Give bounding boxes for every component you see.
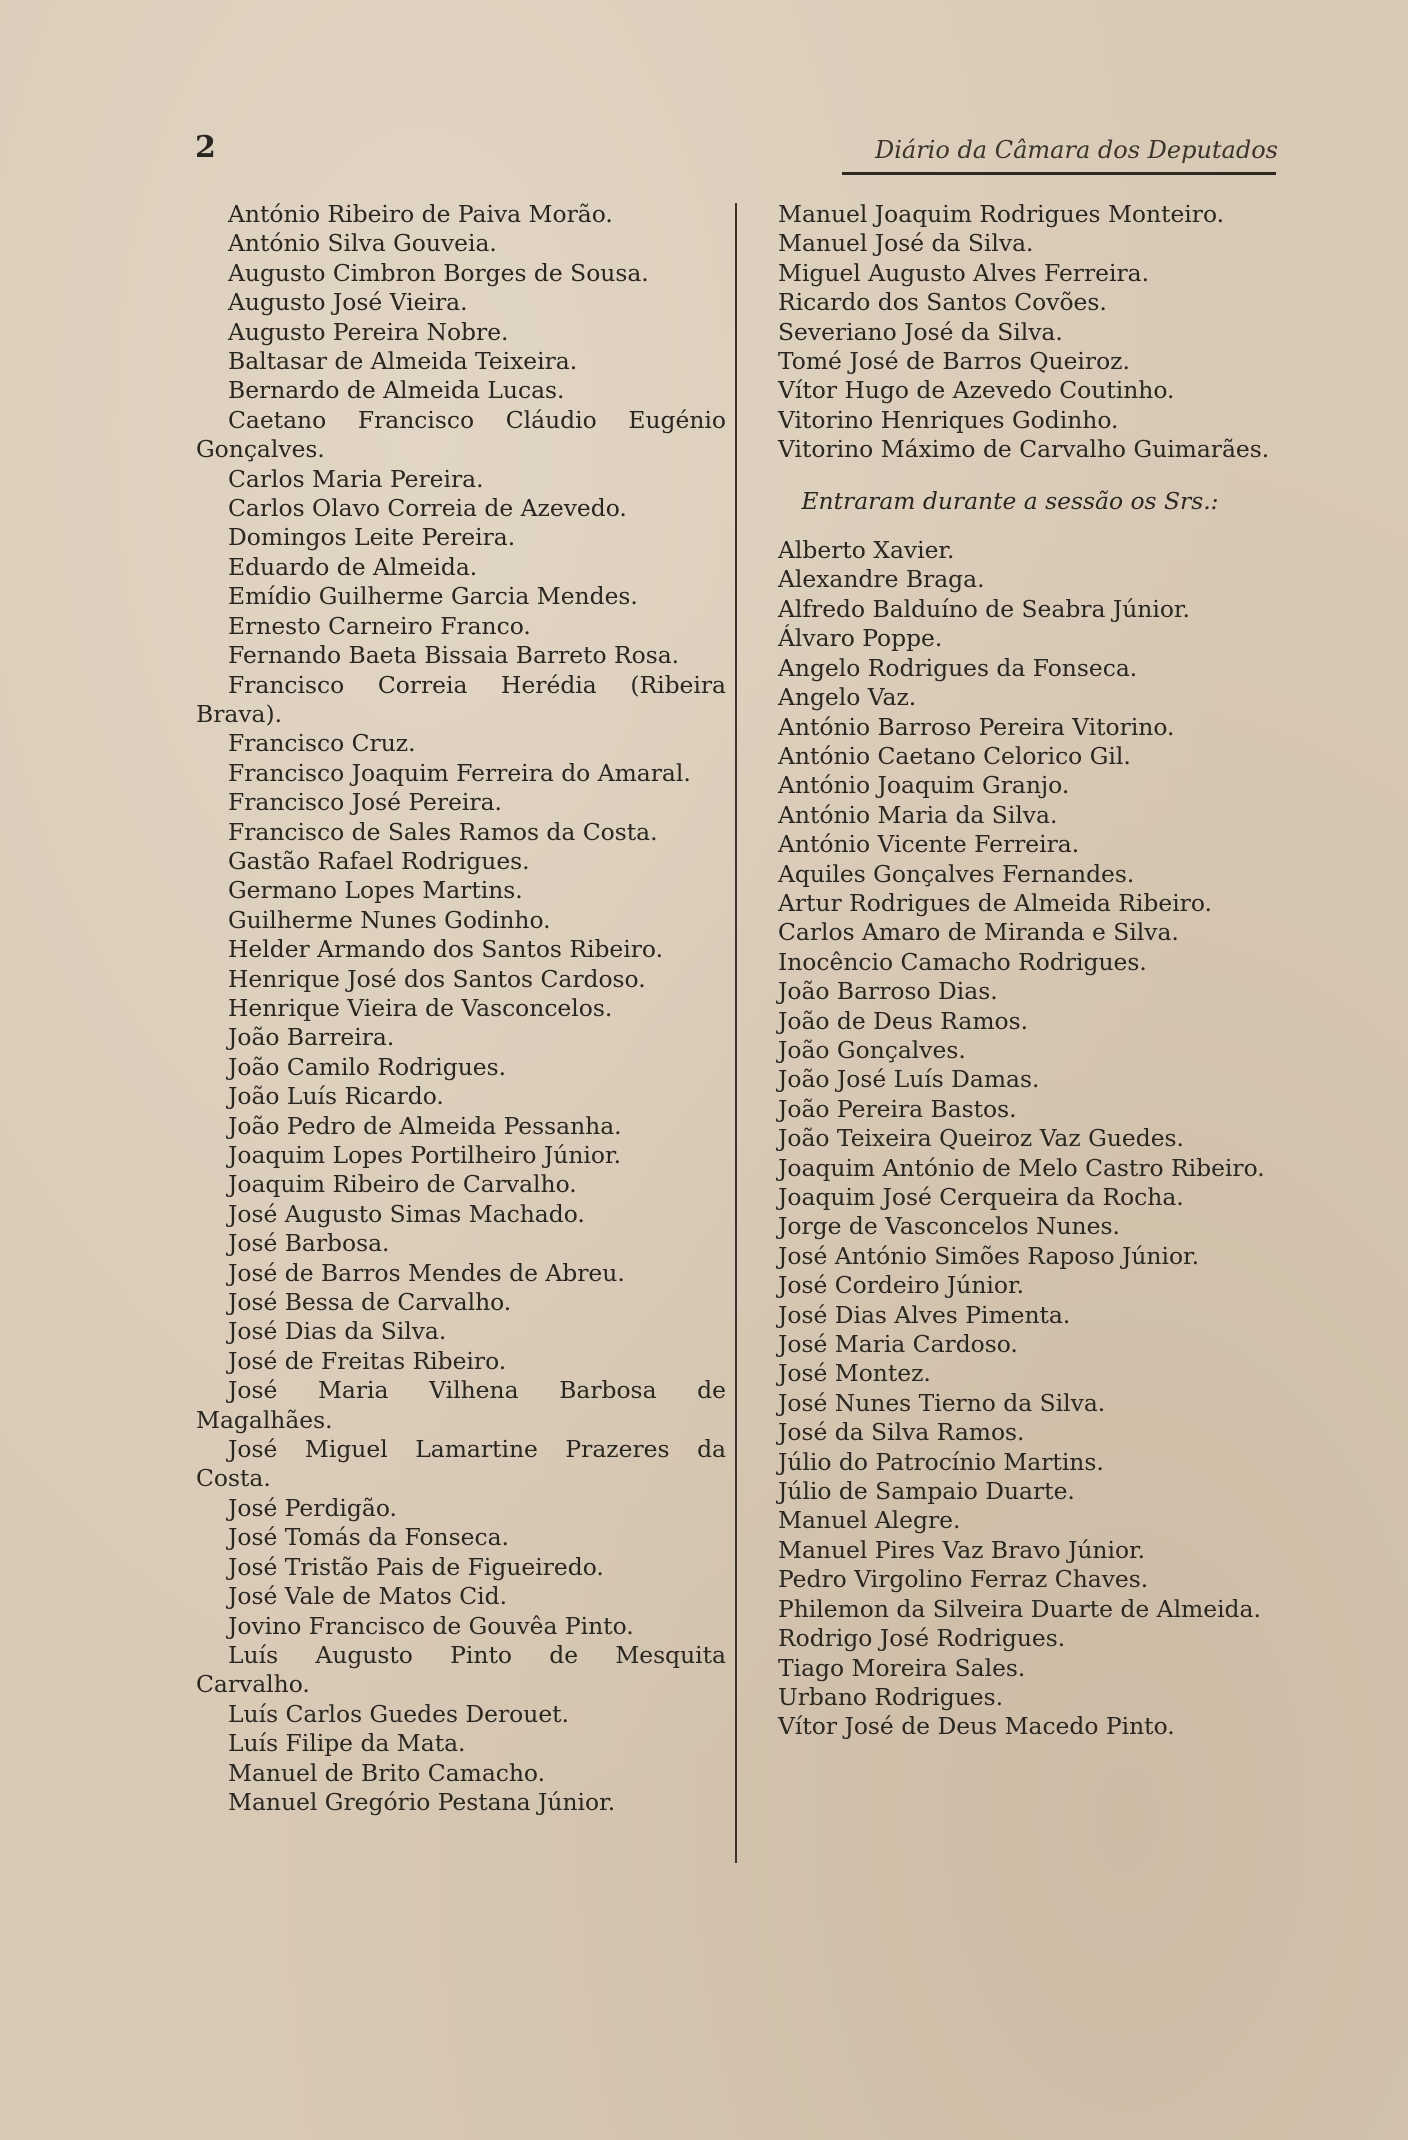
list-item: João José Luís Damas. — [778, 1065, 1040, 1094]
list-item: Ernesto Carneiro Franco. — [228, 611, 531, 640]
list-item: Francisco José Pereira. — [228, 788, 502, 817]
list-item: Júlio de Sampaio Duarte. — [778, 1477, 1075, 1506]
list-item: Rodrigo José Rodrigues. — [778, 1624, 1066, 1653]
list-item: Domingos Leite Pereira. — [228, 523, 516, 552]
list-item: Manuel José da Silva. — [778, 229, 1034, 258]
list-item: Francisco Cruz. — [228, 729, 416, 758]
list-item: José Dias da Silva. — [228, 1317, 447, 1346]
list-item: Francisco de Sales Ramos da Costa. — [228, 817, 658, 846]
list-item: Henrique Vieira de Vasconcelos. — [228, 993, 613, 1022]
list-item: Severiano José da Silva. — [778, 317, 1063, 346]
header-rule — [842, 172, 1276, 175]
running-header-title: Diário da Câmara dos Deputados — [874, 136, 1278, 164]
list-item: Vítor José de Deus Macedo Pinto. — [778, 1712, 1175, 1741]
list-item: Tiago Moreira Sales. — [778, 1653, 1026, 1682]
list-item: José António Simões Raposo Júnior. — [778, 1241, 1200, 1270]
list-item: Augusto Cimbron Borges de Sousa. — [228, 258, 649, 287]
list-item: José Perdigão. — [228, 1493, 397, 1522]
left-column — [196, 200, 726, 1817]
list-item: Miguel Augusto Alves Ferreira. — [778, 258, 1150, 287]
list-item: José Dias Alves Pimenta. — [778, 1300, 1071, 1329]
list-item: Alexandre Braga. — [778, 565, 985, 594]
right-column — [746, 200, 1274, 1742]
list-item: Luís Augusto Pinto de Mesquita Carvalho. — [196, 1640, 726, 1699]
list-item: Bernardo de Almeida Lucas. — [228, 376, 565, 405]
list-item: Júlio do Patrocínio Martins. — [778, 1447, 1104, 1476]
list-item: António Maria da Silva. — [778, 800, 1058, 829]
list-item: Angelo Rodrigues da Fonseca. — [778, 653, 1138, 682]
list-item: João Gonçalves. — [778, 1035, 966, 1064]
list-item: Augusto José Vieira. — [228, 288, 468, 317]
list-item: Luís Filipe da Mata. — [228, 1729, 466, 1758]
list-item: Augusto Pereira Nobre. — [228, 317, 509, 346]
list-item: Germano Lopes Martins. — [228, 876, 523, 905]
list-item: António Silva Gouveia. — [228, 229, 497, 258]
list-item: Manuel de Brito Camacho. — [228, 1758, 546, 1787]
list-item: José Maria Vilhena Barbosa de Magalhães. — [196, 1376, 726, 1434]
list-item: José Montez. — [778, 1359, 931, 1388]
list-item: Francisco Joaquim Ferreira do Amaral. — [228, 758, 691, 787]
list-item: Helder Armando dos Santos Ribeiro. — [228, 935, 664, 964]
list-item: José Maria Cardoso. — [778, 1330, 1018, 1359]
list-item: Eduardo de Almeida. — [228, 552, 478, 581]
list-item: Emídio Guilherme Garcia Mendes. — [228, 582, 638, 611]
list-item: Jovino Francisco de Gouvêa Pinto. — [228, 1611, 634, 1640]
list-item: Vítor Hugo de Azevedo Coutinho. — [778, 376, 1175, 405]
list-item: Jorge de Vasconcelos Nunes. — [778, 1212, 1120, 1241]
list-item: Philemon da Silveira Duarte de Almeida. — [778, 1594, 1261, 1623]
list-item: João Pedro de Almeida Pessanha. — [228, 1111, 622, 1140]
list-item: João Luís Ricardo. — [228, 1082, 444, 1111]
list-item: José Miguel Lamartine Prazeres da Costa. — [196, 1435, 726, 1493]
list-item: Alberto Xavier. — [778, 536, 955, 565]
list-item: Carlos Maria Pereira. — [228, 464, 484, 493]
list-item: Tomé José de Barros Queiroz. — [778, 347, 1130, 376]
list-item: Henrique José dos Santos Cardoso. — [228, 964, 646, 993]
list-item: Artur Rodrigues de Almeida Ribeiro. — [778, 888, 1212, 917]
section-title: Entraram durante a sessão os Srs.: — [801, 486, 1219, 515]
list-item: José de Barros Mendes de Abreu. — [228, 1258, 625, 1287]
list-item: José Tristão Pais de Figueiredo. — [228, 1552, 604, 1581]
list-item: Joaquim Lopes Portilheiro Júnior. — [228, 1141, 622, 1169]
list-item: Vitorino Henriques Godinho. — [778, 405, 1119, 434]
list-item: Manuel Alegre. — [778, 1506, 961, 1535]
list-item: João Barroso Dias. — [778, 977, 998, 1006]
list-item: Carlos Amaro de Miranda e Silva. — [778, 918, 1179, 947]
list-item: Ricardo dos Santos Covões. — [778, 288, 1107, 317]
list-item: António Ribeiro de Paiva Morão. — [228, 200, 613, 228]
list-item: Inocêncio Camacho Rodrigues. — [778, 947, 1147, 976]
list-item: Pedro Virgolino Ferraz Chaves. — [778, 1565, 1149, 1594]
list-item: Urbano Rodrigues. — [778, 1682, 1004, 1711]
list-item: José Augusto Simas Machado. — [228, 1199, 585, 1228]
list-item: João Camilo Rodrigues. — [228, 1052, 507, 1081]
list-item: Alfredo Balduíno de Seabra Júnior. — [778, 594, 1190, 623]
list-item: José Nunes Tierno da Silva. — [778, 1388, 1106, 1417]
list-item: Vitorino Máximo de Carvalho Guimarães. — [778, 435, 1270, 464]
list-item: João Pereira Bastos. — [778, 1094, 1017, 1123]
list-item: Manuel Joaquim Rodrigues Monteiro. — [778, 200, 1225, 228]
list-item: Joaquim António de Melo Castro Ribeiro. — [778, 1153, 1265, 1182]
list-item: João de Deus Ramos. — [778, 1006, 1029, 1035]
list-item: Gastão Rafael Rodrigues. — [228, 846, 530, 875]
list-item: João Teixeira Queiroz Vaz Guedes. — [778, 1124, 1184, 1153]
list-item: Joaquim José Cerqueira da Rocha. — [778, 1183, 1184, 1211]
list-item: Fernando Baeta Bissaia Barreto Rosa. — [228, 641, 680, 670]
list-item: José Tomás da Fonseca. — [228, 1523, 509, 1552]
list-item: Manuel Pires Vaz Bravo Júnior. — [778, 1535, 1146, 1564]
list-item: Angelo Vaz. — [778, 683, 917, 712]
list-item: Carlos Olavo Correia de Azevedo. — [228, 494, 627, 523]
column-divider — [735, 203, 737, 1863]
list-item: António Barroso Pereira Vitorino. — [778, 712, 1175, 741]
list-item: José de Freitas Ribeiro. — [228, 1346, 507, 1375]
list-item: Luís Carlos Guedes Derouet. — [228, 1699, 569, 1728]
right-column-bottom-list — [746, 536, 1274, 1742]
list-item: Francisco Correia Herédia (Ribeira Brava). — [196, 670, 726, 728]
list-item: Caetano Francisco Cláudio Eugénio Gonçalves. — [196, 405, 726, 464]
list-item: José Cordeiro Júnior. — [778, 1271, 1025, 1300]
list-item: João Barreira. — [228, 1023, 395, 1052]
list-item: Álvaro Poppe. — [778, 624, 943, 653]
page-number: 2 — [195, 130, 216, 165]
right-column-top-list — [746, 200, 1274, 465]
list-item: Manuel Gregório Pestana Júnior. — [228, 1787, 616, 1816]
list-item: Joaquim Ribeiro de Carvalho. — [228, 1170, 577, 1199]
list-item: António Joaquim Granjo. — [778, 771, 1070, 800]
list-item: José Vale de Matos Cid. — [228, 1582, 508, 1611]
list-item: Baltasar de Almeida Teixeira. — [228, 347, 578, 376]
list-item: José Barbosa. — [228, 1229, 390, 1258]
list-item: António Vicente Ferreira. — [778, 830, 1080, 859]
list-item: José da Silva Ramos. — [778, 1418, 1025, 1447]
list-item: Guilherme Nunes Godinho. — [228, 905, 551, 934]
list-item: António Caetano Celorico Gil. — [778, 741, 1131, 770]
list-item: Aquiles Gonçalves Fernandes. — [778, 859, 1135, 888]
list-item: José Bessa de Carvalho. — [228, 1288, 512, 1317]
